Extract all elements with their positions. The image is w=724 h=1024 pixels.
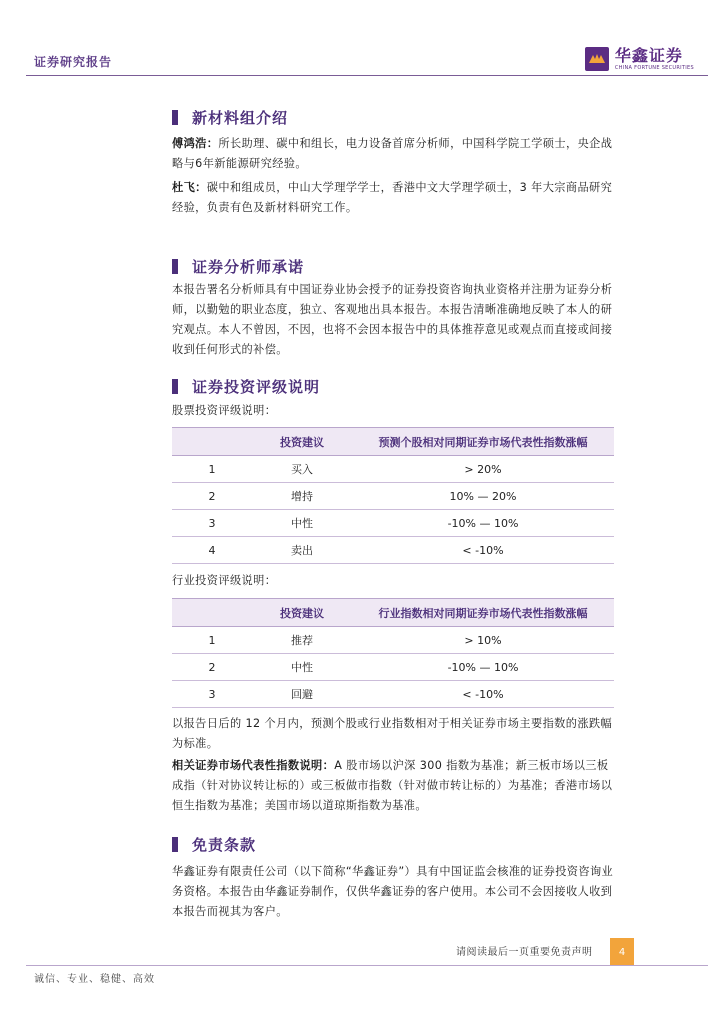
section-rating-heading: 证券投资评级说明 (172, 376, 320, 397)
section-marker (172, 110, 178, 125)
analyst-bio-text: 碳中和组成员，中山大学理学学士，香港中文大学理学硕士，3 年大宗商品研究经验，负责有色及新材料研究工作。 (172, 181, 613, 214)
table-row: 1 推荐 > 10% (172, 627, 614, 654)
analyst-bio-1 (172, 134, 614, 174)
industry-rating-label: 行业投资评级说明： (172, 574, 277, 587)
analyst-name: 杜飞： (172, 181, 207, 194)
logo-mark-icon (585, 47, 609, 71)
disclaimer-text: 华鑫证券有限责任公司（以下简称“华鑫证券”）具有中国证监会核准的证券投资咨询业务资格。本报告由华鑫证券制作，仅供华鑫证券的客户使用。本公司不会因接收人收到本报告而视其为客户。 (172, 865, 614, 918)
table-row: 4 卖出 < -10% (172, 537, 614, 564)
industry-rating-table (172, 598, 614, 708)
company-slogan: 诚信、专业、稳健、高效 (34, 974, 155, 985)
report-type-label: 证券研究报告 (34, 55, 113, 69)
company-logo (585, 46, 694, 72)
section-commitment-heading: 证券分析师承诺 (172, 256, 304, 277)
page-number: 4 (610, 938, 634, 966)
section-disclaimer-heading: 免责条款 (172, 834, 256, 855)
footer-disclaimer-note: 请阅读最后一页重要免责声明 (456, 947, 593, 958)
section-team-heading: 新材料组介绍 (172, 107, 288, 128)
analyst-name: 傅鸿浩： (172, 137, 219, 150)
index-description (172, 756, 614, 816)
stock-rating-label: 股票投资评级说明： (172, 404, 277, 417)
logo-chinese-text: 华鑫证券 (614, 45, 683, 65)
analyst-bio-text: 所长助理、碳中和组长，电力设备首席分析师，中国科学院工学硕士，央企战略与6年新能源研究经验。 (172, 137, 613, 170)
table-header-row: 投资建议 行业指数相对同期证券市场代表性指数涨幅 (172, 599, 614, 627)
section-marker (172, 379, 178, 394)
index-label: 相关证券市场代表性指数说明： (172, 759, 335, 772)
table-row: 2 增持 10% — 20% (172, 483, 614, 510)
index-text: A 股市场以沪深 300 指数为基准；新三板市场以三板成指（针对协议转让标的）或三板做市指数（针对做市转让标的）为基准；香港市场以恒生指数为基准；美国市场以道琼斯指数为基准。 (172, 759, 613, 812)
logo-english-text: CHINA FORTUNE SECURITIES (614, 64, 694, 71)
analyst-bio-2 (172, 178, 614, 218)
section-marker (172, 837, 178, 852)
table-row: 1 买入 > 20% (172, 456, 614, 483)
table-row: 3 回避 < -10% (172, 681, 614, 708)
table-header-row: 投资建议 预测个股相对同期证券市场代表性指数涨幅 (172, 428, 614, 456)
page-header (26, 44, 708, 76)
table-row: 2 中性 -10% — 10% (172, 654, 614, 681)
stock-rating-table (172, 427, 614, 564)
footer-divider (26, 965, 708, 966)
commitment-text: 本报告署名分析师具有中国证券业协会授予的证券投资咨询执业资格并注册为证券分析师，以勤勉的职业态度，独立、客观地出具本报告。本报告清晰准确地反映了本人的研究观点。本人不曾因，不因，也将不会因本报告中的具体推荐意见或观点而直接或间接收到任何形式的补偿。 (172, 283, 613, 356)
section-marker (172, 259, 178, 274)
table-row: 3 中性 -10% — 10% (172, 510, 614, 537)
rating-standard-note: 以报告日后的 12 个月内，预测个股或行业指数相对于相关证券市场主要指数的涨跌幅为标准。 (172, 717, 613, 750)
